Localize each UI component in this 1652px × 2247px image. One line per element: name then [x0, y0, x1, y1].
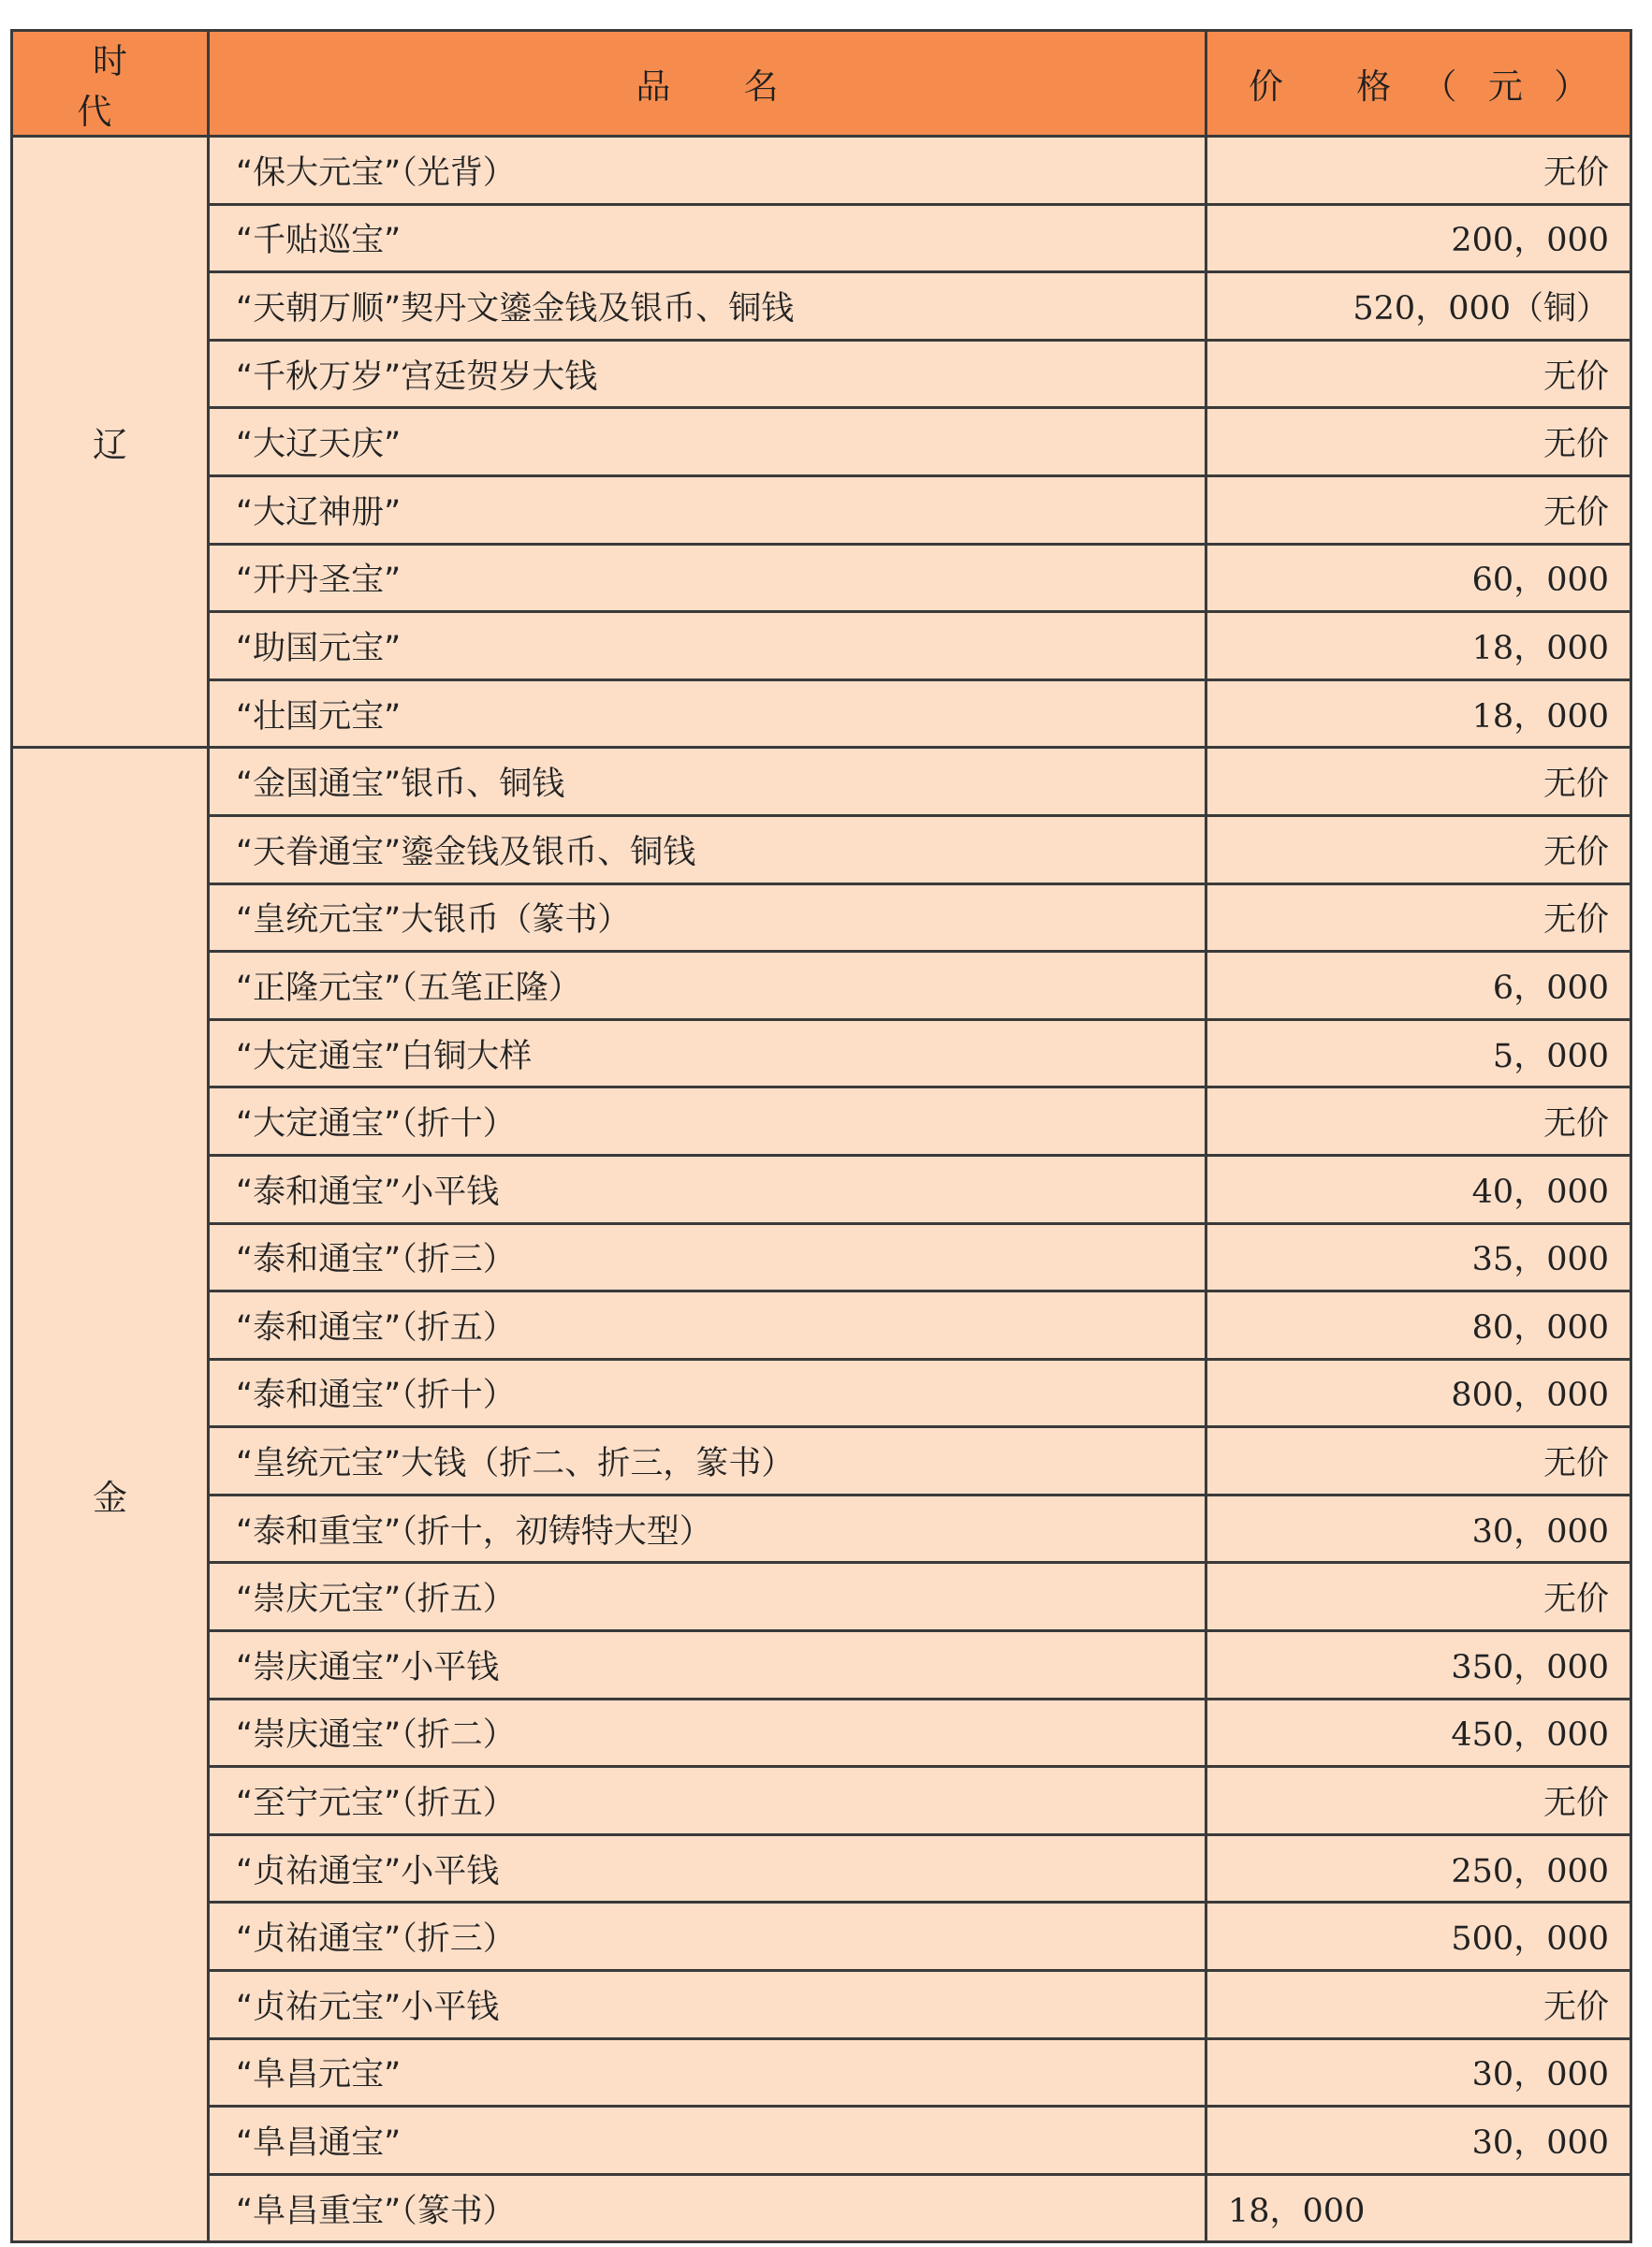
table-row: [12, 1359, 1631, 1427]
item-name-cell: “泰和通宝”（折十）: [209, 1359, 1206, 1427]
item-price-cell: 350，000: [1206, 1631, 1631, 1700]
table-row: [12, 1495, 1631, 1563]
item-name-cell: “阜昌重宝”（篆书）: [209, 2174, 1206, 2242]
item-price-cell: 无价: [1206, 748, 1631, 816]
header-row: [12, 31, 1631, 137]
item-name-cell: “正隆元宝”（五笔正隆）: [209, 952, 1206, 1020]
item-name-cell: “皇统元宝”大银币（篆书）: [209, 883, 1206, 952]
item-price-cell: 5，000: [1206, 1019, 1631, 1087]
item-name-cell: “崇庆元宝”（折五）: [209, 1563, 1206, 1631]
item-price-cell: 40，000: [1206, 1155, 1631, 1223]
table-row: [12, 408, 1631, 476]
item-price-cell: 500，000: [1206, 1903, 1631, 1971]
item-name-cell: “泰和通宝”小平钱: [209, 1155, 1206, 1223]
item-name-cell: “皇统元宝”大钱（折二、折三，篆书）: [209, 1427, 1206, 1496]
item-name-cell: “壮国元宝”: [209, 679, 1206, 748]
item-name-cell: “大辽神册”: [209, 475, 1206, 544]
table-row: [12, 544, 1631, 612]
item-name-cell: “阜昌通宝”: [209, 2107, 1206, 2175]
table-row: [12, 2038, 1631, 2107]
item-name-cell: “大定通宝”白铜大样: [209, 1019, 1206, 1087]
table-row: [12, 1971, 1631, 2039]
item-name-cell: “助国元宝”: [209, 612, 1206, 680]
item-price-cell: 无价: [1206, 475, 1631, 544]
table-row: [12, 1767, 1631, 1835]
item-price-cell: 30，000: [1206, 1495, 1631, 1563]
table-row: [12, 1699, 1631, 1767]
table-row: [12, 679, 1631, 748]
item-name-cell: “大辽天庆”: [209, 408, 1206, 476]
item-price-cell: 80，000: [1206, 1291, 1631, 1360]
era-cell: 金: [12, 748, 209, 2242]
item-price-cell: 无价: [1206, 1087, 1631, 1156]
item-price-cell: 无价: [1206, 1767, 1631, 1835]
item-price-cell: 450，000: [1206, 1699, 1631, 1767]
table-row: [12, 137, 1631, 205]
table-row: [12, 1223, 1631, 1291]
header-price: 价 格（元）: [1206, 31, 1631, 137]
table-row: [12, 272, 1631, 341]
table-row: [12, 883, 1631, 952]
item-price-cell: 800，000: [1206, 1359, 1631, 1427]
item-price-cell: 200，000: [1206, 204, 1631, 272]
item-name-cell: “金国通宝”银币、铜钱: [209, 748, 1206, 816]
item-name-cell: “崇庆通宝”小平钱: [209, 1631, 1206, 1700]
item-name-cell: “千贴巡宝”: [209, 204, 1206, 272]
table-row: [12, 475, 1631, 544]
item-name-cell: “贞祐元宝”小平钱: [209, 1971, 1206, 2039]
table-body: [12, 137, 1631, 2242]
item-price-cell: 6，000: [1206, 952, 1631, 1020]
item-price-cell: 30，000: [1206, 2038, 1631, 2107]
table-row: [12, 1834, 1631, 1903]
item-price-cell: 250，000: [1206, 1834, 1631, 1903]
table-row: [12, 1019, 1631, 1087]
item-name-cell: “开丹圣宝”: [209, 544, 1206, 612]
item-name-cell: “泰和通宝”（折三）: [209, 1223, 1206, 1291]
item-name-cell: “天朝万顺”契丹文鎏金钱及银币、铜钱: [209, 272, 1206, 341]
item-name-cell: “千秋万岁”宫廷贺岁大钱: [209, 340, 1206, 408]
item-name-cell: “贞祐通宝”小平钱: [209, 1834, 1206, 1903]
table-row: [12, 2174, 1631, 2242]
table-row: [12, 1155, 1631, 1223]
item-price-cell: 60，000: [1206, 544, 1631, 612]
item-name-cell: “大定通宝”（折十）: [209, 1087, 1206, 1156]
item-price-cell: 520，000（铜）: [1206, 272, 1631, 341]
item-name-cell: “泰和重宝”（折十，初铸特大型）: [209, 1495, 1206, 1563]
item-name-cell: “崇庆通宝”（折二）: [209, 1699, 1206, 1767]
table-row: [12, 204, 1631, 272]
item-price-cell: 18，000: [1206, 679, 1631, 748]
table-row: [12, 2107, 1631, 2175]
item-price-cell: 无价: [1206, 1971, 1631, 2039]
table-row: [12, 815, 1631, 883]
table-row: [12, 612, 1631, 680]
item-price-cell: 无价: [1206, 137, 1631, 205]
table-row: [12, 1563, 1631, 1631]
item-price-cell: 无价: [1206, 408, 1631, 476]
item-price-cell: 无价: [1206, 883, 1631, 952]
item-name-cell: “保大元宝”（光背）: [209, 137, 1206, 205]
table-row: [12, 1631, 1631, 1700]
item-name-cell: “天眷通宝”鎏金钱及银币、铜钱: [209, 815, 1206, 883]
header-name: 品 名: [209, 31, 1206, 137]
table-row: [12, 1903, 1631, 1971]
item-price-cell: 无价: [1206, 1427, 1631, 1496]
item-name-cell: “至宁元宝”（折五）: [209, 1767, 1206, 1835]
item-price-cell: 18，000: [1206, 2174, 1631, 2242]
table-row: [12, 1427, 1631, 1496]
table-row: [12, 952, 1631, 1020]
table-row: [12, 748, 1631, 816]
item-price-cell: 18，000: [1206, 612, 1631, 680]
header-era: 时 代: [12, 31, 209, 137]
era-cell: 辽: [12, 137, 209, 748]
coin-price-table: [10, 29, 1632, 2243]
table-row: [12, 1087, 1631, 1156]
item-price-cell: 无价: [1206, 1563, 1631, 1631]
item-price-cell: 无价: [1206, 340, 1631, 408]
item-name-cell: “阜昌元宝”: [209, 2038, 1206, 2107]
item-price-cell: 35，000: [1206, 1223, 1631, 1291]
table-row: [12, 340, 1631, 408]
table-row: [12, 1291, 1631, 1360]
item-name-cell: “贞祐通宝”（折三）: [209, 1903, 1206, 1971]
item-price-cell: 无价: [1206, 815, 1631, 883]
item-name-cell: “泰和通宝”（折五）: [209, 1291, 1206, 1360]
item-price-cell: 30，000: [1206, 2107, 1631, 2175]
price-table-container: [10, 29, 1630, 2243]
